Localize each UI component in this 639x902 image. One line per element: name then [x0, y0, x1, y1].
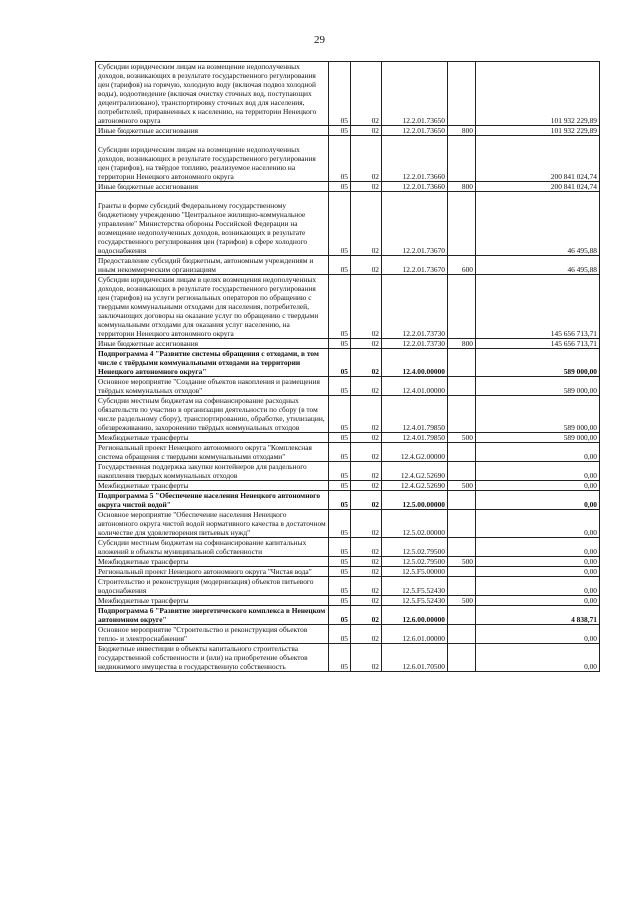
table-row	[96, 606, 600, 625]
table-row	[96, 510, 600, 538]
row-amount-cell: 589 000,00	[476, 349, 600, 377]
table-row	[96, 481, 600, 491]
row-csr-cell: 12.4.G2.52690	[382, 462, 448, 481]
row-razdel-cell: 05	[329, 567, 351, 577]
row-vr-cell	[448, 462, 476, 481]
row-vr-cell	[448, 606, 476, 625]
row-vr-cell: 500	[448, 557, 476, 567]
row-csr-cell: 12.2.01.73730	[382, 275, 448, 339]
row-podrazdel-cell: 02	[351, 462, 382, 481]
row-vr-cell	[448, 510, 476, 538]
row-vr-cell: 500	[448, 481, 476, 491]
row-name-cell: Межбюджетные трансферты	[96, 433, 329, 443]
row-podrazdel-cell: 02	[351, 596, 382, 606]
row-podrazdel-cell: 02	[351, 192, 382, 256]
row-name-cell: Субсидии юридическим лицам в целях возмещения недополученных доходов, возникающих в результате государственного регулирования цен (тарифов) на услуги региональных операторов по обращению с твердыми коммунальными отходами для населения, потребителей, заключающих договоры на оказание услуг по обращению с твердыми коммунальными отходами для оказания услуг населению, на территории Ненецкого автономного округа	[96, 275, 329, 339]
row-podrazdel-cell: 02	[351, 126, 382, 136]
row-amount-cell: 145 656 713,71	[476, 339, 600, 349]
row-razdel-cell: 05	[329, 443, 351, 462]
row-csr-cell: 12.5.02.79500	[382, 557, 448, 567]
row-csr-cell: 12.5.F5.00000	[382, 567, 448, 577]
budget-table-body	[96, 62, 600, 672]
row-amount-cell: 0,00	[476, 567, 600, 577]
row-name-cell: Строительство и реконструкция (модернизация) объектов питьевого водоснабжения	[96, 577, 329, 596]
row-podrazdel-cell: 02	[351, 491, 382, 510]
row-amount-cell: 589 000,00	[476, 433, 600, 443]
row-name-cell: Основное мероприятие "Строительство и реконструкция объектов тепло- и электроснабжения"	[96, 625, 329, 644]
table-row	[96, 396, 600, 433]
table-row	[96, 377, 600, 396]
row-csr-cell: 12.2.01.73650	[382, 126, 448, 136]
row-vr-cell	[448, 192, 476, 256]
table-row	[96, 136, 600, 182]
row-vr-cell: 500	[448, 433, 476, 443]
row-podrazdel-cell: 02	[351, 481, 382, 491]
row-vr-cell	[448, 396, 476, 433]
table-row	[96, 567, 600, 577]
row-csr-cell: 12.4.01.79850	[382, 396, 448, 433]
row-name-cell: Подпрограмма 6 "Развитие энергетического комплекса в Ненецком автономном округе"	[96, 606, 329, 625]
row-razdel-cell: 05	[329, 349, 351, 377]
row-razdel-cell: 05	[329, 510, 351, 538]
row-vr-cell	[448, 538, 476, 557]
row-amount-cell: 101 932 229,89	[476, 62, 600, 126]
row-amount-cell: 200 841 024,74	[476, 136, 600, 182]
row-vr-cell	[448, 275, 476, 339]
table-row	[96, 62, 600, 126]
table-row	[96, 182, 600, 192]
row-csr-cell: 12.2.01.73670	[382, 192, 448, 256]
row-razdel-cell: 05	[329, 625, 351, 644]
table-row	[96, 192, 600, 256]
table-row	[96, 596, 600, 606]
row-name-cell: Региональный проект Ненецкого автономного округа "Чистая вода"	[96, 567, 329, 577]
row-vr-cell	[448, 644, 476, 672]
table-row	[96, 275, 600, 339]
row-podrazdel-cell: 02	[351, 256, 382, 275]
row-podrazdel-cell: 02	[351, 538, 382, 557]
row-podrazdel-cell: 02	[351, 433, 382, 443]
row-amount-cell: 0,00	[476, 596, 600, 606]
row-name-cell: Иные бюджетные ассигнования	[96, 339, 329, 349]
row-razdel-cell: 05	[329, 136, 351, 182]
row-podrazdel-cell: 02	[351, 377, 382, 396]
row-razdel-cell: 05	[329, 256, 351, 275]
row-name-cell: Основное мероприятие "Обеспечение населения Ненецкого автономного округа чистой водой нормативного качества в достаточном количестве для удовлетворения питьевых нужд"	[96, 510, 329, 538]
table-row	[96, 256, 600, 275]
row-podrazdel-cell: 02	[351, 577, 382, 596]
row-vr-cell	[448, 377, 476, 396]
row-amount-cell: 589 000,00	[476, 377, 600, 396]
row-razdel-cell: 05	[329, 481, 351, 491]
row-csr-cell: 12.6.00.00000	[382, 606, 448, 625]
row-podrazdel-cell: 02	[351, 396, 382, 433]
table-row	[96, 126, 600, 136]
budget-table	[95, 61, 600, 672]
row-amount-cell: 46 495,88	[476, 192, 600, 256]
row-name-cell: Гранты в форме субсидий Федеральному государственному бюджетному учреждению "Центральное жилищно-коммунальное управление" Министерства обороны Российской Федерации на возмещение недополученных доходов, возникающих в результате государственного регулирования цен (тарифов) в сфере холодного водоснабжения	[96, 192, 329, 256]
row-name-cell: Субсидии местным бюджетам на софинансирование расходных обязательств по участию в организации деятельности по сбору (в том числе раздельному сбору), транспортированию, обработке, утилизации, обезвреживанию, захоронению твёрдых коммунальных отходов	[96, 396, 329, 433]
table-row	[96, 557, 600, 567]
row-csr-cell: 12.5.00.00000	[382, 491, 448, 510]
table-row	[96, 644, 600, 672]
row-podrazdel-cell: 02	[351, 567, 382, 577]
row-razdel-cell: 05	[329, 126, 351, 136]
row-csr-cell: 12.2.01.73670	[382, 256, 448, 275]
table-row	[96, 349, 600, 377]
row-razdel-cell: 05	[329, 538, 351, 557]
row-amount-cell: 0,00	[476, 462, 600, 481]
row-razdel-cell: 05	[329, 396, 351, 433]
table-row	[96, 577, 600, 596]
row-podrazdel-cell: 02	[351, 625, 382, 644]
row-csr-cell: 12.5.02.79500	[382, 538, 448, 557]
row-podrazdel-cell: 02	[351, 443, 382, 462]
row-vr-cell	[448, 577, 476, 596]
row-name-cell: Предоставление субсидий бюджетным, автономным учреждениям и иным некоммерческим организациям	[96, 256, 329, 275]
row-razdel-cell: 05	[329, 275, 351, 339]
row-csr-cell: 12.4.G2.52690	[382, 481, 448, 491]
row-csr-cell: 12.2.01.73660	[382, 182, 448, 192]
row-podrazdel-cell: 02	[351, 606, 382, 625]
row-amount-cell: 0,00	[476, 481, 600, 491]
row-razdel-cell: 05	[329, 433, 351, 443]
row-vr-cell	[448, 491, 476, 510]
row-vr-cell	[448, 443, 476, 462]
row-amount-cell: 0,00	[476, 577, 600, 596]
row-amount-cell: 0,00	[476, 557, 600, 567]
row-csr-cell: 12.2.01.73650	[382, 62, 448, 126]
row-podrazdel-cell: 02	[351, 349, 382, 377]
row-csr-cell: 12.4.00.00000	[382, 349, 448, 377]
row-vr-cell	[448, 136, 476, 182]
table-row	[96, 491, 600, 510]
row-razdel-cell: 05	[329, 644, 351, 672]
row-podrazdel-cell: 02	[351, 182, 382, 192]
row-name-cell: Субсидии юридическим лицам на возмещение недополученных доходов, возникающих в результате государственного регулирования цен (тарифов), на твёрдое топливо, реализуемое населению на территории Ненецкого автономного округа	[96, 136, 329, 182]
row-amount-cell: 0,00	[476, 625, 600, 644]
row-name-cell: Иные бюджетные ассигнования	[96, 126, 329, 136]
row-razdel-cell: 05	[329, 606, 351, 625]
row-vr-cell: 800	[448, 182, 476, 192]
row-vr-cell	[448, 349, 476, 377]
table-row	[96, 462, 600, 481]
row-podrazdel-cell: 02	[351, 339, 382, 349]
row-razdel-cell: 05	[329, 192, 351, 256]
row-podrazdel-cell: 02	[351, 510, 382, 538]
table-row	[96, 443, 600, 462]
row-name-cell: Межбюджетные трансферты	[96, 596, 329, 606]
row-csr-cell: 12.5.02.00000	[382, 510, 448, 538]
row-podrazdel-cell: 02	[351, 62, 382, 126]
row-csr-cell: 12.2.01.73730	[382, 339, 448, 349]
row-name-cell: Подпрограмма 5 "Обеспечение населения Ненецкого автономного округа чистой водой"	[96, 491, 329, 510]
row-razdel-cell: 05	[329, 377, 351, 396]
row-razdel-cell: 05	[329, 182, 351, 192]
row-amount-cell: 589 000,00	[476, 396, 600, 433]
row-amount-cell: 145 656 713,71	[476, 275, 600, 339]
row-csr-cell: 12.4.01.79850	[382, 433, 448, 443]
row-csr-cell: 12.2.01.73660	[382, 136, 448, 182]
row-name-cell: Региональный проект Ненецкого автономного округа "Комплексная система обращения с твердыми коммунальными отходами"	[96, 443, 329, 462]
row-vr-cell: 500	[448, 596, 476, 606]
page-number: 29	[314, 34, 325, 46]
row-csr-cell: 12.5.F5.52430	[382, 596, 448, 606]
row-vr-cell: 600	[448, 256, 476, 275]
row-amount-cell: 0,00	[476, 644, 600, 672]
row-amount-cell: 0,00	[476, 510, 600, 538]
row-podrazdel-cell: 02	[351, 557, 382, 567]
row-csr-cell: 12.4.G2.00000	[382, 443, 448, 462]
row-vr-cell	[448, 567, 476, 577]
table-row	[96, 339, 600, 349]
row-amount-cell: 0,00	[476, 538, 600, 557]
row-name-cell: Подпрограмма 4 "Развитие системы обращения с отходами, в том числе с твёрдыми коммунальными отходами на территории Ненецкого автономного округа"	[96, 349, 329, 377]
row-name-cell: Субсидии юридическим лицам на возмещение недополученных доходов, возникающих в результате государственного регулирования цен (тарифов) на горячую, холодную воду (включая подвоз холодной воды), водоотведение (включая очистку сточных вод, поступающих децентрализовано), транспортировку сточных вод для населения, потребителей, приравненных к населению, на территории Ненецкого автономного округа	[96, 62, 329, 126]
row-amount-cell: 0,00	[476, 491, 600, 510]
row-amount-cell: 46 495,88	[476, 256, 600, 275]
row-razdel-cell: 05	[329, 596, 351, 606]
row-vr-cell	[448, 625, 476, 644]
table-row	[96, 538, 600, 557]
row-name-cell: Межбюджетные трансферты	[96, 557, 329, 567]
row-vr-cell	[448, 62, 476, 126]
row-amount-cell: 101 932 229,89	[476, 126, 600, 136]
row-razdel-cell: 05	[329, 62, 351, 126]
row-razdel-cell: 05	[329, 462, 351, 481]
row-podrazdel-cell: 02	[351, 136, 382, 182]
row-csr-cell: 12.6.01.70500	[382, 644, 448, 672]
row-razdel-cell: 05	[329, 577, 351, 596]
row-name-cell: Государственная поддержка закупки контейнеров для раздельного накопления твердых коммунальных отходов	[96, 462, 329, 481]
table-row	[96, 433, 600, 443]
row-name-cell: Субсидии местным бюджетам на софинансирование капитальных вложений в объекты муниципальной собственности	[96, 538, 329, 557]
row-vr-cell: 800	[448, 126, 476, 136]
row-amount-cell: 0,00	[476, 443, 600, 462]
row-name-cell: Бюджетные инвестиции в объекты капитального строительства государственной собственности и (или) на приобретение объектов недвижимого имущества в государственную собственность	[96, 644, 329, 672]
row-name-cell: Межбюджетные трансферты	[96, 481, 329, 491]
row-razdel-cell: 05	[329, 557, 351, 567]
row-podrazdel-cell: 02	[351, 275, 382, 339]
row-csr-cell: 12.4.01.00000	[382, 377, 448, 396]
row-csr-cell: 12.6.01.00000	[382, 625, 448, 644]
row-name-cell: Основное мероприятие "Создание объектов накопления и размещения твёрдых коммунальных отходов"	[96, 377, 329, 396]
row-name-cell: Иные бюджетные ассигнования	[96, 182, 329, 192]
row-razdel-cell: 05	[329, 339, 351, 349]
row-amount-cell: 200 841 024,74	[476, 182, 600, 192]
row-vr-cell: 800	[448, 339, 476, 349]
row-amount-cell: 4 838,71	[476, 606, 600, 625]
row-razdel-cell: 05	[329, 491, 351, 510]
table-row	[96, 625, 600, 644]
row-csr-cell: 12.5.F5.52430	[382, 577, 448, 596]
row-podrazdel-cell: 02	[351, 644, 382, 672]
